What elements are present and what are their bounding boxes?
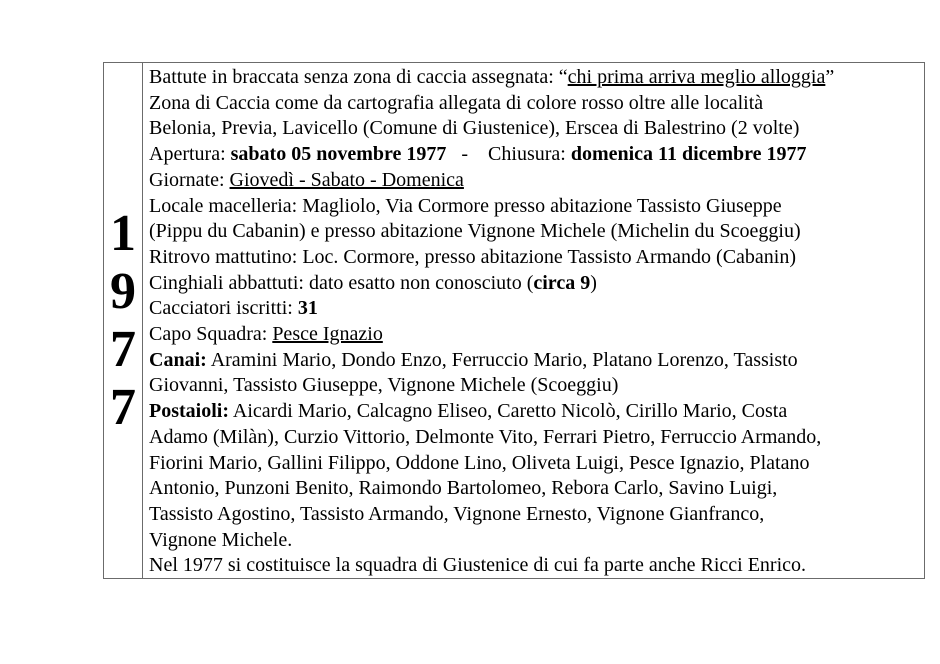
- text-line: [149, 476, 922, 502]
- year-digit: 7: [110, 378, 136, 436]
- year-column: [104, 63, 143, 578]
- plain-text: Nel 1977 si costituisce la squadra di Giustenice di cui fa parte anche Ricci Enrico.: [149, 554, 807, 577]
- text-line: [149, 296, 922, 322]
- bold-text: Canai:: [149, 348, 207, 371]
- plain-text: Zona di Caccia come da cartografia allegata di colore rosso oltre alle località: [149, 91, 764, 114]
- year-digit: 9: [110, 262, 136, 320]
- text-line: [149, 168, 922, 194]
- record-text-cell: [143, 63, 924, 578]
- plain-text: Tassisto Agostino, Tassisto Armando, Vignone Ernesto, Vignone Gianfranco,: [149, 502, 765, 525]
- bold-text: domenica 11 dicembre 1977: [570, 143, 807, 166]
- text-line: [149, 142, 922, 168]
- plain-text: Ritrovo mattutino: Loc. Cormore, presso abitazione Tassisto Armando (Cabanin): [149, 245, 797, 268]
- plain-text: Locale macelleria: Magliolo, Via Cormore presso abitazione Tassisto Giuseppe: [149, 194, 782, 217]
- text-line: [149, 91, 922, 117]
- text-line: [149, 502, 922, 528]
- plain-text: Fiorini Mario, Gallini Filippo, Oddone Lino, Oliveta Luigi, Pesce Ignazio, Platano: [149, 451, 810, 474]
- plain-text: Capo Squadra:: [149, 323, 273, 346]
- text-line: [149, 399, 922, 425]
- plain-text: Vignone Michele.: [149, 528, 293, 551]
- text-line: [149, 528, 922, 554]
- text-line: [149, 219, 922, 245]
- plain-text: Belonia, Previa, Lavicello (Comune di Giustenice), Erscea di Balestrino (2 volte): [149, 117, 800, 140]
- plain-text: Aramini Mario, Dondo Enzo, Ferruccio Mario, Platano Lorenzo, Tassisto: [206, 348, 798, 371]
- bold-text: sabato 05 novembre 1977: [230, 143, 447, 166]
- text-line: [149, 373, 922, 399]
- text-line: [149, 194, 922, 220]
- text-line: [149, 451, 922, 477]
- plain-text: - Chiusura:: [446, 143, 571, 166]
- plain-text: ): [590, 271, 597, 294]
- plain-text: Adamo (Milàn), Curzio Vittorio, Delmonte Vito, Ferrari Pietro, Ferruccio Armando,: [149, 425, 822, 448]
- bold-text: circa 9: [533, 271, 591, 294]
- plain-text: Battute in braccata senza zona di caccia assegnata: “: [149, 66, 568, 88]
- bold-text: Postaioli:: [149, 400, 229, 423]
- plain-text: Cacciatori iscritti:: [149, 297, 298, 320]
- text-line: [149, 245, 922, 271]
- plain-text: Apertura:: [149, 143, 231, 166]
- bold-text: 31: [297, 297, 318, 320]
- text-line: [149, 322, 922, 348]
- year-digit: 1: [110, 204, 136, 262]
- underlined-text: chi prima arriva meglio alloggia: [567, 66, 826, 88]
- text-line: [149, 553, 922, 578]
- plain-text: ”: [825, 66, 835, 88]
- text-line: [149, 348, 922, 374]
- plain-text: Aicardi Mario, Calcagno Eliseo, Caretto Nicolò, Cirillo Mario, Costa: [229, 400, 788, 423]
- year-digit: 7: [110, 320, 136, 378]
- plain-text: Giovanni, Tassisto Giuseppe, Vignone Michele (Scoeggiu): [149, 374, 619, 397]
- underlined-text: Pesce Ignazio: [272, 323, 383, 346]
- squad-year-table: [103, 62, 925, 579]
- plain-text: Antonio, Punzoni Benito, Raimondo Bartolomeo, Rebora Carlo, Savino Luigi,: [149, 477, 778, 500]
- underlined-text: Giovedì - Sabato - Domenica: [229, 168, 464, 191]
- text-line: [149, 271, 922, 297]
- plain-text: (Pippu du Cabanin) e presso abitazione Vignone Michele (Michelin du Scoeggiu): [149, 220, 801, 243]
- plain-text: Cinghiali abbattuti: dato esatto non conosciuto (: [149, 271, 534, 294]
- text-line: [149, 116, 922, 142]
- plain-text: Giornate:: [149, 168, 230, 191]
- text-line: [149, 65, 922, 91]
- text-line: [149, 425, 922, 451]
